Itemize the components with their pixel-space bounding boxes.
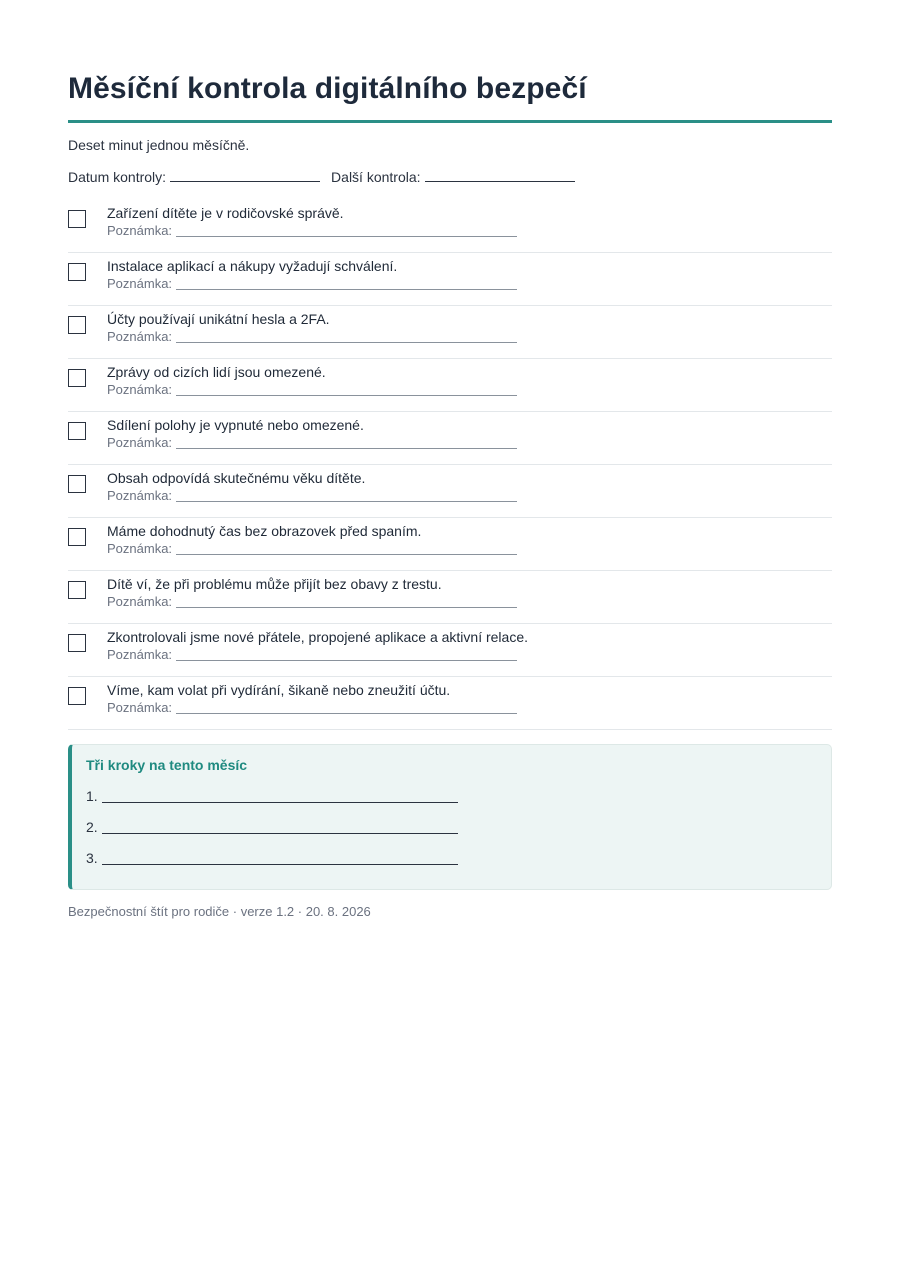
checklist-item-text: Zprávy od cizích lidí jsou omezené. (107, 364, 326, 380)
note-row (107, 276, 517, 292)
steps-title: Tři kroky na tento měsíc (86, 757, 248, 773)
note-row (107, 700, 517, 716)
checklist-item-text: Účty používají unikátní hesla a 2FA. (107, 311, 330, 327)
note-label: Poznámka: (107, 329, 173, 344)
step-field[interactable] (102, 788, 458, 803)
note-label: Poznámka: (107, 223, 173, 238)
note-row (107, 223, 517, 239)
note-label: Poznámka: (107, 647, 173, 662)
checklist-item-text: Instalace aplikací a nákupy vyžadují schválení. (107, 258, 398, 274)
note-field[interactable] (176, 594, 517, 608)
checklist-item-text: Sdílení polohy je vypnuté nebo omezené. (107, 417, 364, 433)
step-number: 1. (86, 788, 98, 804)
checklist-item (68, 307, 832, 359)
monthly-steps-box (68, 744, 832, 890)
note-field[interactable] (176, 382, 517, 396)
checklist-item (68, 254, 832, 306)
date-fields (68, 169, 832, 189)
checklist-item (68, 413, 832, 465)
note-label: Poznámka: (107, 700, 173, 715)
step-number: 3. (86, 850, 98, 866)
step-row (86, 788, 831, 805)
step-field[interactable] (102, 850, 458, 865)
checklist-item-text: Víme, kam volat při vydírání, šikaně nebo zneužití účtu. (107, 682, 451, 698)
checkbox[interactable] (68, 528, 86, 546)
page-title: Měsíční kontrola digitálního bezpečí (68, 72, 587, 105)
note-label: Poznámka: (107, 435, 173, 450)
checklist-item (68, 678, 832, 730)
note-field[interactable] (176, 700, 517, 714)
checkbox[interactable] (68, 687, 86, 705)
note-field[interactable] (176, 488, 517, 502)
note-field[interactable] (176, 435, 517, 449)
checklist-item (68, 360, 832, 412)
note-row (107, 594, 517, 610)
note-label: Poznámka: (107, 594, 173, 609)
checklist-item (68, 572, 832, 624)
checkbox[interactable] (68, 263, 86, 281)
check-date-field[interactable] (170, 169, 320, 182)
checklist-item-text: Dítě ví, že při problému může přijít bez obavy z trestu. (107, 576, 442, 592)
checkbox[interactable] (68, 581, 86, 599)
step-row (86, 850, 831, 867)
checkbox[interactable] (68, 475, 86, 493)
step-field[interactable] (102, 819, 458, 834)
next-check-date-label: Další kontrola: (331, 169, 421, 185)
check-date-label: Datum kontroly: (68, 169, 167, 185)
checkbox[interactable] (68, 634, 86, 652)
footer-text: Bezpečnostní štít pro rodiče · verze 1.2 · 20. 8. 2026 (68, 904, 371, 919)
checkbox[interactable] (68, 369, 86, 387)
note-label: Poznámka: (107, 541, 173, 556)
note-label: Poznámka: (107, 382, 173, 397)
checkbox[interactable] (68, 422, 86, 440)
note-row (107, 382, 517, 398)
note-label: Poznámka: (107, 276, 173, 291)
note-row (107, 541, 517, 557)
checkbox[interactable] (68, 210, 86, 228)
checklist-item (68, 201, 832, 253)
checklist-item (68, 466, 832, 518)
note-field[interactable] (176, 276, 517, 290)
checklist-item-text: Zkontrolovali jsme nové přátele, propojené aplikace a aktivní relace. (107, 629, 529, 645)
checklist-item-text: Zařízení dítěte je v rodičovské správě. (107, 205, 344, 221)
note-label: Poznámka: (107, 488, 173, 503)
checkbox[interactable] (68, 316, 86, 334)
checklist-item (68, 519, 832, 571)
note-row (107, 435, 517, 451)
note-field[interactable] (176, 223, 517, 237)
checklist-item-text: Obsah odpovídá skutečnému věku dítěte. (107, 470, 366, 486)
step-row (86, 819, 831, 836)
checklist-item-text: Máme dohodnutý čas bez obrazovek před spaním. (107, 523, 422, 539)
note-row (107, 647, 517, 663)
note-row (107, 488, 517, 504)
subtitle: Deset minut jednou měsíčně. (68, 137, 250, 153)
checklist (68, 201, 832, 730)
note-row (107, 329, 517, 345)
title-divider (68, 120, 832, 123)
note-field[interactable] (176, 647, 517, 661)
step-number: 2. (86, 819, 98, 835)
checklist-item (68, 625, 832, 677)
note-field[interactable] (176, 541, 517, 555)
next-check-date-field[interactable] (425, 169, 575, 182)
note-field[interactable] (176, 329, 517, 343)
